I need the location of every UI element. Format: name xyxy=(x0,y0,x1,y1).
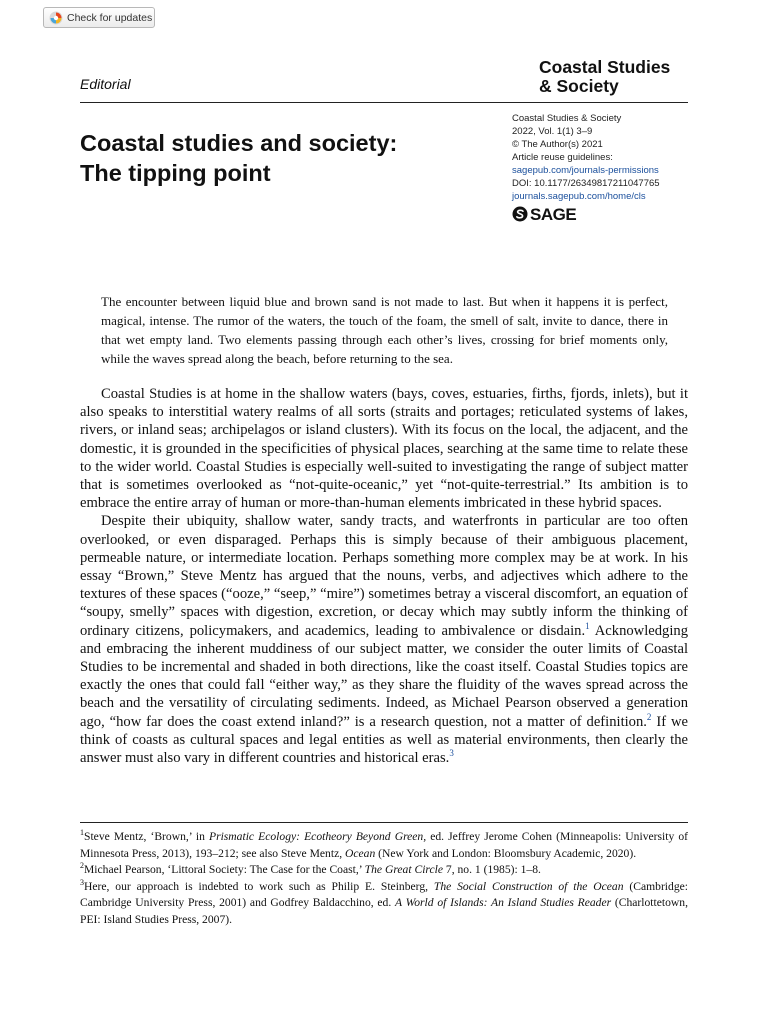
footnote-ref-3[interactable]: 3 xyxy=(449,748,454,759)
meta-doi: DOI: 10.1177/26349817211047765 xyxy=(512,178,660,189)
section-label: Editorial xyxy=(80,76,131,92)
footnote-number-3: 3 xyxy=(80,877,84,887)
reuse-guidelines-link[interactable]: sagepub.com/journals-permissions xyxy=(512,165,659,176)
footnote-3-title-2: A World of Islands: An Island Studies Reader xyxy=(395,896,612,909)
sage-s-icon xyxy=(512,206,528,222)
epigraph: The encounter between liquid blue and brown sand is not made to last. But when it happens it is perfect, magical, intense. The rumor of the waters, the touch of the foam, the smell of salt, invite to dance, there in that wet empty land. Two elements passing through each other’s lives, crossing for brief moments only, while the waves spread along the beach, before returning to the sea. xyxy=(101,294,668,366)
publisher-logo xyxy=(512,206,660,222)
body-paragraph-2-part-b: Acknowledging and embracing the inherent muddiness of our subject matter, we consider the outer limits of Coastal Studies to be incremental and shaded in both directions, like the coast itself. Coastal Studies topics are exactly the ones that could fall “either way,” as they share the fluidity of the waves spread across the beach and the versatility of circulating sediments. Indeed, as Michael Pearson observed a generation ago, “how far does the coast extend inland?” is a research question, not a matter of definition. xyxy=(80,622,688,730)
article-body xyxy=(80,385,688,767)
article-title xyxy=(80,128,480,188)
footnote-2-title: The Great Circle xyxy=(364,863,444,876)
footnote-number-1: 1 xyxy=(80,828,84,838)
footnote-number-2: 2 xyxy=(80,861,84,871)
body-paragraph-2-part-c: If we think of coasts as cultural spaces and legal entities as well as material environments, then clearly the answer must also vary in different countries and historical eras. xyxy=(80,713,688,767)
footnote-3 xyxy=(80,879,688,929)
body-paragraph-1: Coastal Studies is at home in the shallow waters (bays, coves, estuaries, firths, fjords, inlets), but it also speaks to interstitial watery realms of all sorts (straits and portages; reticulated systems of lakes, rivers, or inland seas; archipelagos or island clusters). With its focus on the local, the adjacent, and the domestic, it is grounded in the specificities of physical places, searching at the same time to relate these to the wider world. Coastal Studies is especially well-suited to investigating the range of subject matter that is sometimes overlooked as “not-quite-oceanic,” yet “not-quite-terrestrial.” Its ambition is to embrace the entire array of human or more-than-human elements imbricated in these hybrid spaces. xyxy=(80,386,688,512)
footnote-ref-2[interactable]: 2 xyxy=(646,711,652,722)
footnote-2 xyxy=(80,862,688,879)
footnote-2-text-2: 7, no. 1 (1985): 1–8. xyxy=(443,863,541,876)
check-for-updates-button[interactable] xyxy=(43,7,155,28)
footnote-3-text-2: (Cambridge: Cambridge University Press, 2001) and Godfrey Baldacchino, ed. xyxy=(80,879,688,909)
meta-journal-name: Coastal Studies & Society xyxy=(512,113,622,124)
footnote-2-text: Michael Pearson, ‘Littoral Society: The Case for the Coast,’ xyxy=(84,863,365,876)
footnote-3-text: Here, our approach is indebted to work such as Philip E. Steinberg, xyxy=(84,879,434,893)
meta-reuse-label: Article reuse guidelines: xyxy=(512,152,613,163)
footnotes xyxy=(80,829,688,928)
footnote-1 xyxy=(80,829,688,862)
footnote-1-title: Prismatic Ecology: Ecotheory Beyond Green, xyxy=(208,830,427,843)
footnote-1-text-3: (New York and London: Bloomsbury Academic, 2020). xyxy=(375,846,637,860)
journal-logo-line1: Coastal Studies xyxy=(539,57,671,77)
header-divider xyxy=(80,102,688,103)
article-metadata xyxy=(512,112,660,222)
footnote-1-title-2: Ocean xyxy=(345,846,376,860)
crossmark-icon xyxy=(49,11,63,25)
article-title-line2: The tipping point xyxy=(80,160,271,186)
footnote-1-text: Steve Mentz, ‘Brown,’ in xyxy=(84,830,209,843)
journal-logo-line2: & Society xyxy=(539,76,619,96)
meta-copyright: © The Author(s) 2021 xyxy=(512,139,603,150)
check-for-updates-label: Check for updates xyxy=(67,11,153,24)
journal-logo xyxy=(539,58,670,96)
journal-homepage-link[interactable]: journals.sagepub.com/home/cls xyxy=(512,191,646,202)
body-paragraph-2-part-a: Despite their ubiquity, shallow water, sandy tracts, and waterfronts in particular are too often overlooked, or even disparaged. Perhaps this is simply because of their ambiguous placement, permeable nature, or intermediate location. Perhaps something more complex may be at work. In his essay “Brown,” Steve Mentz has argued that the nouns, verbs, and adjectives which adhere to the textures of these spaces (“ooze,” “seep,” “mire”) sometimes betray a visceral discomfort, an equation of “soupy, smelly” spaces with digestion, excretion, or decay which may subtly inform the thinking of ordinary citizens, policymakers, and academics, leading to ambivalence or disdain. xyxy=(80,513,688,639)
footnote-3-title: The Social Construction of the Ocean xyxy=(433,879,624,893)
publisher-name: SAGE xyxy=(530,204,577,224)
footnote-1-text-2: ed. Jeffrey Jerome Cohen (Minneapolis: University of Minnesota Press, 2013), 193–212; see also Steve Mentz, xyxy=(80,830,688,860)
footnote-ref-1[interactable]: 1 xyxy=(585,620,590,631)
article-title-line1: Coastal studies and society: xyxy=(80,130,398,156)
footnote-divider xyxy=(80,822,688,823)
meta-volume: 2022, Vol. 1(1) 3–9 xyxy=(512,126,593,137)
body-paragraph-2 xyxy=(80,512,688,767)
footnote-3-text-3: (Charlottetown, PEI: Island Studies Press, 2007). xyxy=(80,896,688,926)
